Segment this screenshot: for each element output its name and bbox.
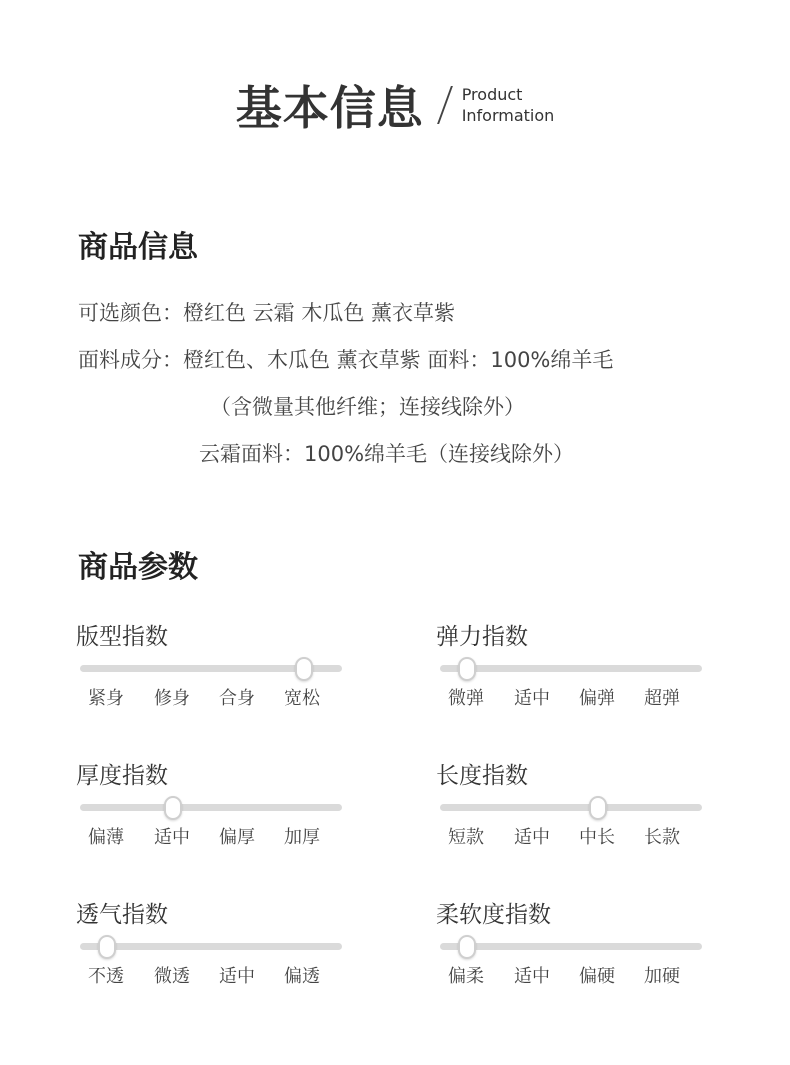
param-block	[436, 896, 706, 986]
param-block	[436, 618, 706, 708]
param-block	[436, 757, 706, 847]
param-slider-track	[80, 665, 342, 672]
param-scale-label: 适中	[514, 966, 550, 987]
param-scale-label: 宽松	[284, 688, 320, 709]
param-title: 长度指数	[436, 763, 528, 789]
param-scale-label: 修身	[154, 688, 190, 709]
param-scale-label: 适中	[219, 966, 255, 987]
param-scale-label: 合身	[219, 688, 255, 709]
param-slider-track	[440, 665, 702, 672]
param-scale-labels	[436, 823, 706, 847]
param-scale-label: 加厚	[284, 827, 320, 848]
param-title: 版型指数	[76, 624, 168, 650]
param-scale-label: 微透	[154, 966, 190, 987]
param-slider-knob	[458, 657, 476, 681]
param-slider-knob	[589, 796, 607, 820]
param-scale-labels	[436, 684, 706, 708]
param-scale-label: 偏硬	[579, 966, 615, 987]
param-slider-track	[440, 804, 702, 811]
param-slider-track	[80, 804, 342, 811]
param-scale-labels	[76, 684, 346, 708]
header	[0, 72, 790, 138]
param-scale-label: 适中	[154, 827, 190, 848]
product-params-title: 商品参数	[78, 550, 198, 585]
param-title: 透气指数	[76, 902, 168, 928]
param-block	[76, 757, 346, 847]
param-scale-labels	[76, 823, 346, 847]
param-scale-label: 偏透	[284, 966, 320, 987]
param-scale-label: 长款	[644, 827, 680, 848]
param-scale-label: 紧身	[88, 688, 124, 709]
param-title: 弹力指数	[436, 624, 528, 650]
material-row-2: 云霜面料：100%绵羊毛（连接线除外）	[199, 442, 575, 466]
english-subtitle-line-2: Information	[461, 106, 555, 125]
param-slider-knob	[164, 796, 182, 820]
param-scale-labels	[436, 962, 706, 986]
param-scale-label: 偏柔	[448, 966, 484, 987]
param-scale-label: 偏弹	[579, 688, 615, 709]
param-block	[76, 618, 346, 708]
param-slider-knob	[98, 935, 116, 959]
page-title: 基本信息	[235, 81, 424, 135]
param-scale-label: 加硬	[644, 966, 680, 987]
param-scale-label: 适中	[514, 827, 550, 848]
param-scale-label: 中长	[579, 827, 615, 848]
param-scale-label: 微弹	[448, 688, 484, 709]
param-scale-label: 偏薄	[88, 827, 124, 848]
param-title: 厚度指数	[76, 763, 168, 789]
material-note: （含微量其他纤维；连接线除外）	[210, 395, 525, 419]
param-scale-labels	[76, 962, 346, 986]
english-subtitle-line-1: Product	[461, 85, 523, 104]
english-subtitle	[462, 84, 555, 126]
product-info-title: 商品信息	[78, 230, 198, 265]
colors-row: 可选颜色：橙红色 云霜 木瓜色 薰衣草紫	[78, 301, 456, 325]
title-divider	[437, 86, 453, 124]
param-scale-label: 超弹	[644, 688, 680, 709]
param-slider-track	[440, 943, 702, 950]
param-block	[76, 896, 346, 986]
material-row: 面料成分：橙红色、木瓜色 薰衣草紫 面料：100%绵羊毛	[78, 348, 614, 372]
param-slider-knob	[295, 657, 313, 681]
param-scale-label: 不透	[88, 966, 124, 987]
param-title: 柔软度指数	[436, 902, 551, 928]
param-slider-track	[80, 943, 342, 950]
param-slider-knob	[458, 935, 476, 959]
param-scale-label: 偏厚	[219, 827, 255, 848]
param-scale-label: 短款	[448, 827, 484, 848]
param-scale-label: 适中	[514, 688, 550, 709]
